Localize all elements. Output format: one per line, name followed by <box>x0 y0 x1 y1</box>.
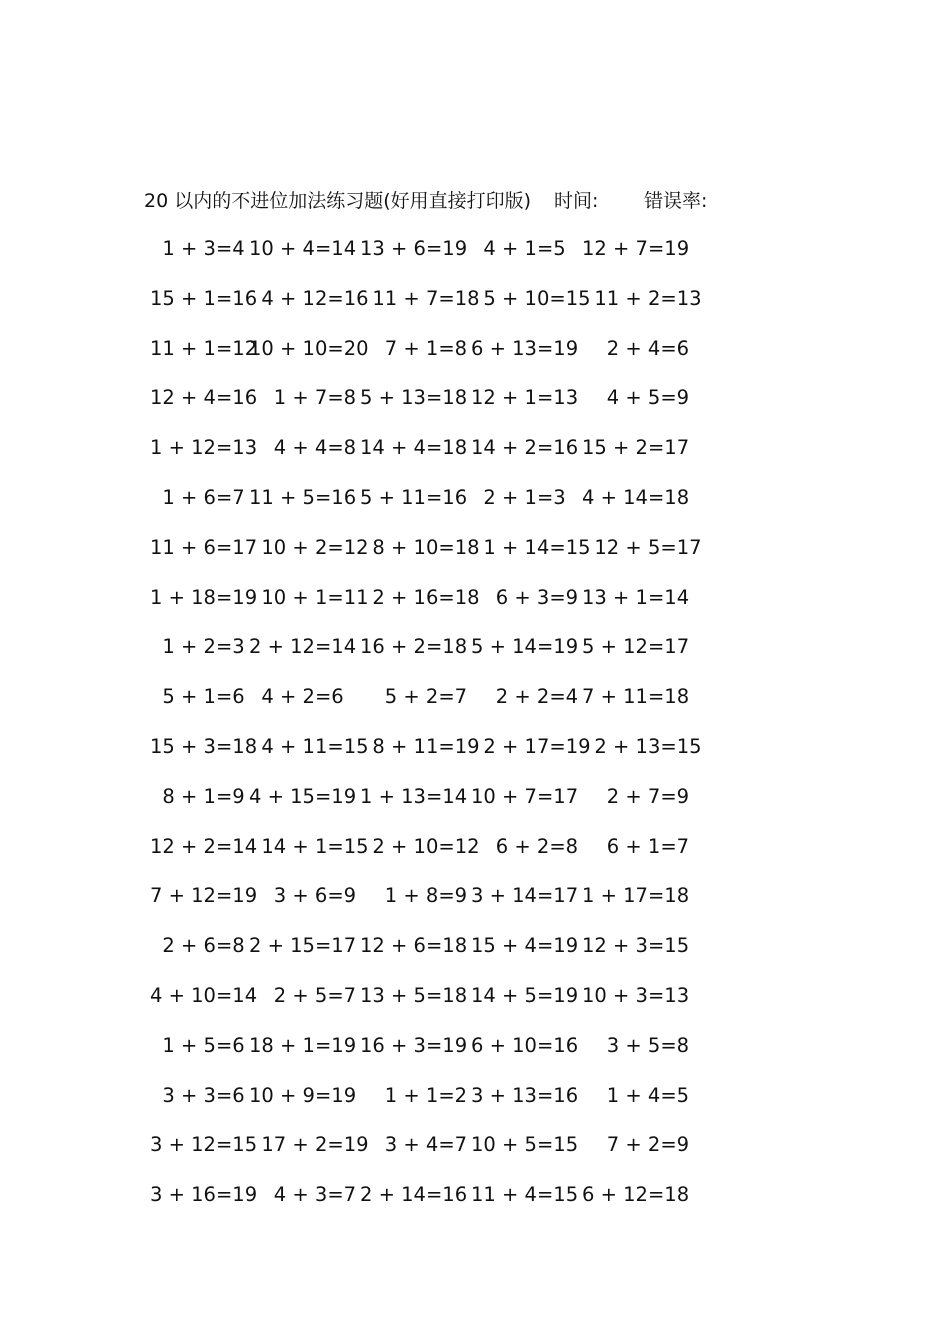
addition-problem: 11 + 5=16 <box>249 485 357 509</box>
addition-problem: 12 + 5=17 <box>582 535 702 559</box>
addition-problem: 3 + 6=9 <box>249 884 357 908</box>
addition-problem: 13 + 1=14 <box>582 585 690 609</box>
addition-problem: 1 + 12=13 <box>150 436 258 460</box>
addition-problem: 5 + 1=6 <box>150 685 245 709</box>
addition-problem: 11 + 2=13 <box>582 286 702 310</box>
addition-problem: 3 + 12=15 <box>150 1133 258 1157</box>
addition-problem: 2 + 12=14 <box>249 635 357 659</box>
addition-problem: 7 + 11=18 <box>582 685 690 709</box>
problem-row <box>150 881 710 931</box>
addition-problem: 5 + 10=15 <box>471 286 591 310</box>
addition-problem: 4 + 10=14 <box>150 983 258 1007</box>
problem-row <box>150 1031 710 1081</box>
problem-row <box>150 832 710 882</box>
addition-problem: 18 + 1=19 <box>249 1033 357 1057</box>
addition-problem: 10 + 4=14 <box>249 237 357 260</box>
addition-problem: 5 + 13=18 <box>360 386 468 410</box>
problem-row <box>150 234 710 284</box>
addition-problem: 15 + 4=19 <box>471 934 579 958</box>
addition-problem: 1 + 5=6 <box>150 1033 245 1057</box>
addition-problem: 6 + 10=16 <box>471 1033 579 1057</box>
addition-problem: 8 + 11=19 <box>360 734 480 758</box>
addition-problem: 11 + 1=12 <box>150 336 258 360</box>
addition-problem: 6 + 13=19 <box>471 336 579 360</box>
addition-problem: 10 + 1=11 <box>249 585 369 609</box>
problem-row <box>150 433 710 483</box>
addition-problem: 1 + 1=2 <box>360 1083 468 1107</box>
addition-problem: 1 + 17=18 <box>582 884 690 908</box>
addition-problem: 4 + 11=15 <box>249 734 369 758</box>
problem-row <box>150 334 710 384</box>
problem-row <box>150 533 710 583</box>
addition-problem: 4 + 1=5 <box>471 237 566 260</box>
addition-problem: 1 + 13=14 <box>360 784 468 808</box>
addition-problem: 1 + 14=15 <box>471 535 591 559</box>
addition-problem: 2 + 15=17 <box>249 934 357 958</box>
addition-problem: 7 + 12=19 <box>150 884 258 908</box>
addition-problem: 3 + 14=17 <box>471 884 579 908</box>
time-label: 时间: <box>554 190 599 212</box>
addition-problem: 3 + 13=16 <box>471 1083 579 1107</box>
addition-problem: 5 + 11=16 <box>360 485 468 509</box>
addition-problem: 2 + 17=19 <box>471 734 591 758</box>
problem-row <box>150 483 710 533</box>
addition-problem: 10 + 7=17 <box>471 784 579 808</box>
addition-problem: 10 + 9=19 <box>249 1083 357 1107</box>
addition-problem: 16 + 3=19 <box>360 1033 468 1057</box>
addition-problem: 12 + 6=18 <box>360 934 468 958</box>
addition-problem: 2 + 13=15 <box>582 734 702 758</box>
addition-problem: 11 + 4=15 <box>471 1183 579 1207</box>
addition-problem: 14 + 1=15 <box>249 834 369 858</box>
addition-problem: 3 + 5=8 <box>582 1033 690 1057</box>
addition-problem: 3 + 4=7 <box>360 1133 468 1157</box>
addition-problem: 13 + 5=18 <box>360 983 468 1007</box>
addition-problem: 10 + 10=20 <box>249 336 369 360</box>
problem-row <box>150 632 710 682</box>
addition-problem: 12 + 7=19 <box>582 237 690 260</box>
addition-problem: 4 + 15=19 <box>249 784 357 808</box>
addition-problem: 10 + 3=13 <box>582 983 690 1007</box>
problem-row <box>150 1081 710 1131</box>
worksheet-title: 20 以内的不进位加法练习题(好用直接打印版) <box>144 190 532 212</box>
addition-problem: 1 + 3=4 <box>150 237 245 260</box>
problem-row <box>150 782 710 832</box>
addition-problem: 2 + 1=3 <box>471 485 566 509</box>
problem-row <box>150 981 710 1031</box>
worksheet-header <box>144 186 764 216</box>
addition-problem: 3 + 16=19 <box>150 1183 258 1207</box>
addition-problem: 2 + 5=7 <box>249 983 357 1007</box>
problem-row <box>150 931 710 981</box>
addition-problem: 5 + 12=17 <box>582 635 690 659</box>
addition-problem: 1 + 2=3 <box>150 635 245 659</box>
addition-problem: 4 + 14=18 <box>582 485 690 509</box>
addition-problem: 4 + 2=6 <box>249 685 344 709</box>
problem-row <box>150 1180 710 1230</box>
addition-problem: 2 + 14=16 <box>360 1183 468 1207</box>
addition-problem: 12 + 4=16 <box>150 386 258 410</box>
addition-problem: 6 + 12=18 <box>582 1183 690 1207</box>
problem-row <box>150 682 710 732</box>
problem-row <box>150 383 710 433</box>
addition-problem: 16 + 2=18 <box>360 635 468 659</box>
addition-problem: 4 + 4=8 <box>249 436 357 460</box>
problem-row <box>150 1130 710 1180</box>
addition-problem: 15 + 1=16 <box>150 286 258 310</box>
addition-problem: 12 + 2=14 <box>150 834 258 858</box>
addition-problem: 6 + 3=9 <box>471 585 579 609</box>
addition-problem: 1 + 6=7 <box>150 485 245 509</box>
addition-problem: 4 + 12=16 <box>249 286 369 310</box>
addition-problem: 17 + 2=19 <box>249 1133 369 1157</box>
addition-problem: 8 + 10=18 <box>360 535 480 559</box>
problem-row <box>150 284 710 334</box>
error-rate-label: 错误率: <box>644 190 708 212</box>
addition-problem: 14 + 2=16 <box>471 436 579 460</box>
problem-grid <box>150 234 710 1230</box>
addition-problem: 4 + 5=9 <box>582 386 690 410</box>
addition-problem: 12 + 1=13 <box>471 386 579 410</box>
addition-problem: 2 + 16=18 <box>360 585 480 609</box>
addition-problem: 10 + 2=12 <box>249 535 369 559</box>
addition-problem: 7 + 2=9 <box>582 1133 690 1157</box>
addition-problem: 15 + 2=17 <box>582 436 690 460</box>
addition-problem: 6 + 1=7 <box>582 834 690 858</box>
addition-problem: 1 + 8=9 <box>360 884 468 908</box>
addition-problem: 4 + 3=7 <box>249 1183 357 1207</box>
addition-problem: 2 + 6=8 <box>150 934 245 958</box>
addition-problem: 13 + 6=19 <box>360 237 468 260</box>
addition-problem: 3 + 3=6 <box>150 1083 245 1107</box>
addition-problem: 8 + 1=9 <box>150 784 245 808</box>
addition-problem: 6 + 2=8 <box>471 834 579 858</box>
addition-problem: 15 + 3=18 <box>150 734 258 758</box>
addition-problem: 1 + 4=5 <box>582 1083 690 1107</box>
addition-problem: 1 + 7=8 <box>249 386 357 410</box>
addition-problem: 14 + 5=19 <box>471 983 579 1007</box>
addition-problem: 2 + 2=4 <box>471 685 579 709</box>
addition-problem: 7 + 1=8 <box>360 336 468 360</box>
problem-row <box>150 732 710 782</box>
addition-problem: 11 + 6=17 <box>150 535 258 559</box>
addition-problem: 14 + 4=18 <box>360 436 468 460</box>
addition-problem: 2 + 7=9 <box>582 784 690 808</box>
addition-problem: 2 + 4=6 <box>582 336 690 360</box>
addition-problem: 5 + 2=7 <box>360 685 468 709</box>
addition-problem: 12 + 3=15 <box>582 934 690 958</box>
problem-row <box>150 583 710 633</box>
addition-problem: 2 + 10=12 <box>360 834 480 858</box>
addition-problem: 11 + 7=18 <box>360 286 480 310</box>
addition-problem: 5 + 14=19 <box>471 635 579 659</box>
addition-problem: 10 + 5=15 <box>471 1133 579 1157</box>
addition-problem: 1 + 18=19 <box>150 585 258 609</box>
